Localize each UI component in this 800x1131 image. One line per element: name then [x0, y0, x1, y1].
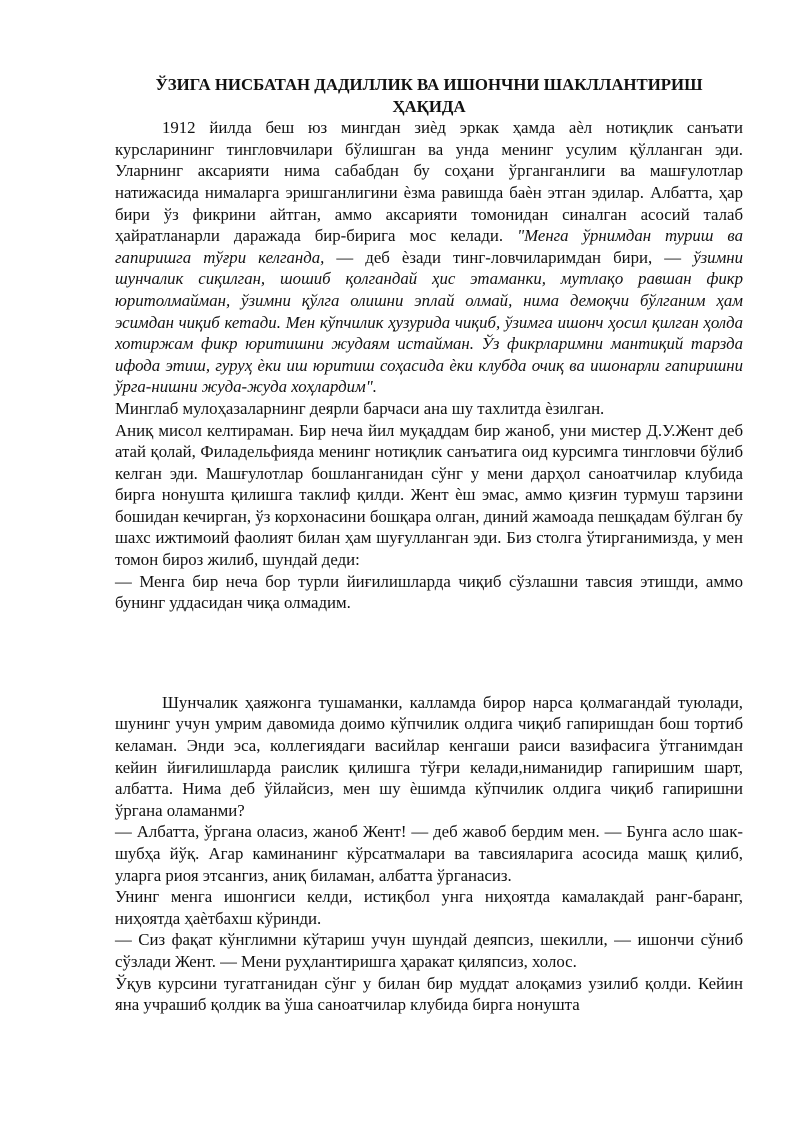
quote-part-b: ўзимни шунчалик сиқилган, шошиб қолгандай ҳис этаманки, мутлақо равшан фикр юритолмайман, ўзимни қўлга олишни эплай олмай, нима демоқчи бўлганим ҳам эсимдан чиқиб кетади. Мен кўпчилик ҳузурида чиқиб, ўзимга ишонч ҳосил қилган ҳолда хотиржам фикр юритишни жудаям истайман. Ўз фикрларимни мантиқий тарзда ифода этиш, гуруҳ ѐки иш юритиш соҳасида ѐки клубда очиқ ва ишонарли гапиришни ўрга-нишни жуда-жуда хоҳлардим".: [115, 247, 743, 397]
paragraph-2: Минглаб мулоҳазаларнинг деярли барчаси ана шу тахлитда ѐзилган.: [115, 398, 605, 418]
paragraph-3: Аниқ мисол келтираман. Бир неча йил муқаддам бир жаноб, уни мистер Д.У.Жент деб атай қолай, Филадельфияда менинг нотиқлик санъатига оид курсимга тингловчи бўлиб келган эди. Машғулотлар бошланганидан сўнг у мени дарҳол саноатчилар клубида бирга нонушта қилишга таклиф қилди. Жент ѐш эмас, аммо қизғин турмуш тарзини бошидан кечирган, ўз корхонасини бошқара олган, диний жамоада пешқадам бўлган бу шахс ижтимоий фаолият билан ҳам шуғулланган эди. Биз столга ўтирганимизда, у мен томон бироз жилиб, шундай деди:: [115, 420, 743, 570]
title-line-1: ЎЗИГА НИСБАТАН ДАДИЛЛИК ВА ИШОНЧНИ ШАКЛЛАНТИРИШ: [155, 75, 703, 94]
document-page: [115, 74, 743, 1016]
paragraph-6: — Албатта, ўргана оласиз, жаноб Жент! — деб жавоб бердим мен. — Бунга асло шак-шубҳа йўқ. Агар каминанинг кўрсатмалари ва тавсияларига асосида машқ қилиб, уларга риоя этсангиз, аниқ биламан, албатта ўрганасиз.: [115, 822, 743, 885]
title-line-2: ҲАҚИДА: [392, 96, 466, 116]
paragraph-4: — Менга бир неча бор турли йиғилишларда чиқиб сўзлашни тавсия этишди, аммо бунинг уддасидан чиқа олмадим.: [115, 571, 743, 613]
paragraph-5: Шунчалик ҳаяжонга тушаманки, калламда бирор нарса қолмагандай туюлади, шунинг учун умрим давомида доимо кўпчилик олдига чиқиб гапиришдан бош тортиб келаман. Энди эса, коллегиядаги васийлар кенгаши раиси вазифасига ўтганимдан кейин йиғилишларда раислик қилишга тўғри келади,ниманидир гапиришим шарт, албатта. Нима деб ўйлайсиз, мен шу ѐшимда кўпчилик олдига чиқиб гапиришни ўргана оламанми?: [115, 692, 743, 820]
quote-part-a: "Менга ўрнимдан туриш ва гапиришга тўғри келганда,: [115, 226, 743, 267]
paragraph-9: Ўқув курсини тугатганидан сўнг у билан бир муддат алоқамиз узилиб қолди. Кейин яна учрашиб қолдик ва ўша саноатчилар клубида бирга нонушта: [115, 973, 743, 1015]
paragraph-1: [115, 117, 743, 398]
paragraph-7: Унинг менга ишонгиси келди, истиқбол унга ниҳоятда камалакдай ранг-баранг, ниҳоятда ҳаѐтбахш кўринди.: [115, 887, 743, 928]
paragraph-8: — Сиз фақат кўнглимни кўтариш учун шундай деяпсиз, шекилли, — ишончи сўниб сўзлади Жент. — Мени руҳлантиришга ҳаракат қиляпсиз, холос.: [115, 930, 743, 971]
document-title: [115, 74, 743, 117]
paragraph-1-text: 1912 йилда беш юз мингдан зиѐд эркак ҳамда аѐл нотиқлик санъати курсларининг тингловчилари бўлишган ва унда менинг усулим қўлланган эди. Уларнинг аксарияти нима сабабдан бу соҳани ўрганганлиги ва машғулотлар натижасида нималарга эришганлигини ѐзма равишда баѐн этган эдилар. Албатта, ҳар бири ўз фикрини айтган, аммо аксарияти томонидан синалган асосий талаб ҳайратланарли даражада бир-бирига мос келади.: [115, 118, 743, 246]
quote-attribution: — деб ѐзади тинг-ловчиларимдан бири, —: [324, 247, 694, 267]
page-break-gap: [115, 614, 743, 692]
